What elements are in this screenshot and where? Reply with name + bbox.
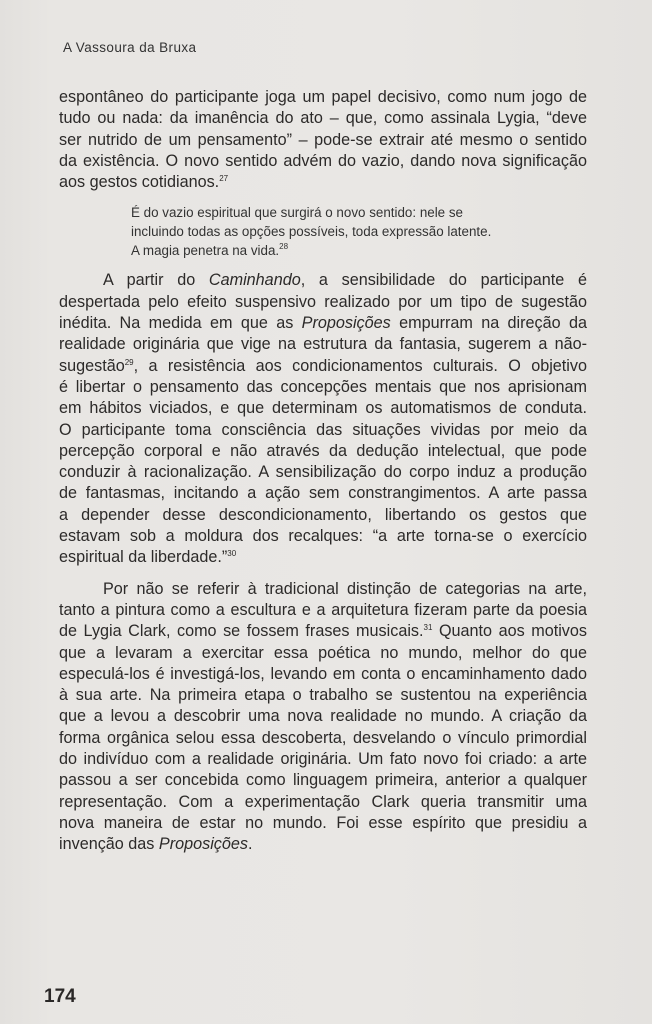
text-line: é libertar o pensamento das concepções mentais que nos aprisionam bbox=[59, 377, 587, 396]
running-header: A Vassoura da Bruxa bbox=[63, 40, 197, 55]
text-line: aos gestos cotidianos.$^{27}$ bbox=[59, 173, 229, 192]
quote-line: É do vazio espiritual que surgirá o novo sentido: nele se bbox=[131, 205, 463, 221]
text-line: tudo ou nada: da imanência do ato – que, como assinala Lygia, “deve bbox=[59, 109, 587, 128]
text-line: invenção das Proposições. bbox=[59, 835, 253, 854]
quote-line: incluindo todas as opções possíveis, toda expressão latente. bbox=[131, 224, 492, 240]
text-line: à sua arte. Na primeira etapa o trabalho se sustentou na experiência bbox=[59, 686, 587, 705]
footnote-ref-31: 31 bbox=[423, 623, 433, 633]
text-line: inédita. Na medida em que as Proposições empurram na direção da bbox=[59, 314, 587, 333]
text-line: nova maneira de estar no mundo. Foi esse espírito que presidiu a bbox=[59, 813, 587, 832]
text-line: do indivíduo com a realidade originária. Um fato novo foi criado: a arte bbox=[59, 750, 587, 769]
text-line: que a levaram a exercitar essa poética no mundo, melhor do que bbox=[59, 643, 587, 662]
text-line: Por não se referir à tradicional distinção de categorias na arte, bbox=[103, 579, 587, 598]
page-number: 174 bbox=[44, 986, 76, 1007]
text-line: A partir do Caminhando, a sensibilidade do participante é bbox=[103, 271, 588, 290]
text-line: de fantasmas, incitando a ação sem constrangimentos. A arte passa bbox=[59, 484, 587, 503]
quote-line: A magia penetra na vida.$^{28}$ bbox=[131, 242, 289, 259]
text-line: tanto a pintura como a escultura e a arquitetura fizeram parte da poesia bbox=[59, 600, 587, 619]
text-line: que a levou a descobrir uma nova realidade no mundo. A criação da bbox=[59, 707, 587, 726]
text-line: sugestão$^{29}$, a resistência aos condicionamentos culturais. O objetivo bbox=[59, 356, 587, 375]
text-line: estavam sob a moldura dos recalques: “a arte torna-se o exercício bbox=[59, 527, 587, 546]
paragraph-2 bbox=[59, 270, 587, 568]
text-line: especulá-los é investigá-los, levando em conta o encaminhamento dado bbox=[59, 664, 587, 683]
text-line: ser nutrido de um pensamento” – pode-se extrair até mesmo o sentido bbox=[59, 130, 587, 149]
block-quote bbox=[131, 203, 587, 260]
text-line: da existência. O novo sentido advém do vazio, dando nova significação bbox=[59, 151, 587, 170]
text-line: representação. Com a experimentação Clark queria transmitir uma bbox=[59, 792, 587, 811]
footnote-ref-29: 29 bbox=[124, 357, 134, 367]
text-line: espiritual da liberdade.”$^{30}$ bbox=[59, 548, 237, 567]
paragraph-1 bbox=[59, 87, 587, 193]
text-line: espontâneo do participante joga um papel decisivo, como num jogo de bbox=[59, 88, 587, 106]
body-text bbox=[59, 87, 587, 856]
footnote-ref-30: 30 bbox=[227, 549, 237, 559]
text-line: em hábitos viciados, e que determinam os automatismos de conduta. bbox=[59, 399, 587, 418]
text-line: forma orgânica selou essa descoberta, desvelando o vínculo primordial bbox=[59, 728, 587, 747]
text-line: conduzir à racionalização. A sensibilização do corpo induz a produção bbox=[59, 463, 587, 482]
text-line: a depender desse descondicionamento, libertando os gestos que bbox=[59, 505, 587, 524]
paragraph-3 bbox=[59, 579, 587, 856]
footnote-ref-27: 27 bbox=[219, 174, 229, 184]
text-line: percepção corporal e não através da dedução intelectual, que pode bbox=[59, 441, 587, 460]
footnote-ref-28: 28 bbox=[279, 242, 289, 252]
text-line: despertada pelo efeito suspensivo realizado por um tipo de sugestão bbox=[59, 292, 587, 311]
text-line: O participante toma consciência das situações vividas por meio da bbox=[59, 420, 587, 439]
text-line: passou a ser concebida como linguagem primeira, anterior a qualquer bbox=[59, 771, 587, 790]
text-line: realidade originária que vige na estrutura da fantasia, sugerem a não- bbox=[59, 335, 587, 354]
text-line: de Lygia Clark, como se fossem frases musicais.$^{31}$ Quanto aos motivos bbox=[59, 622, 587, 641]
